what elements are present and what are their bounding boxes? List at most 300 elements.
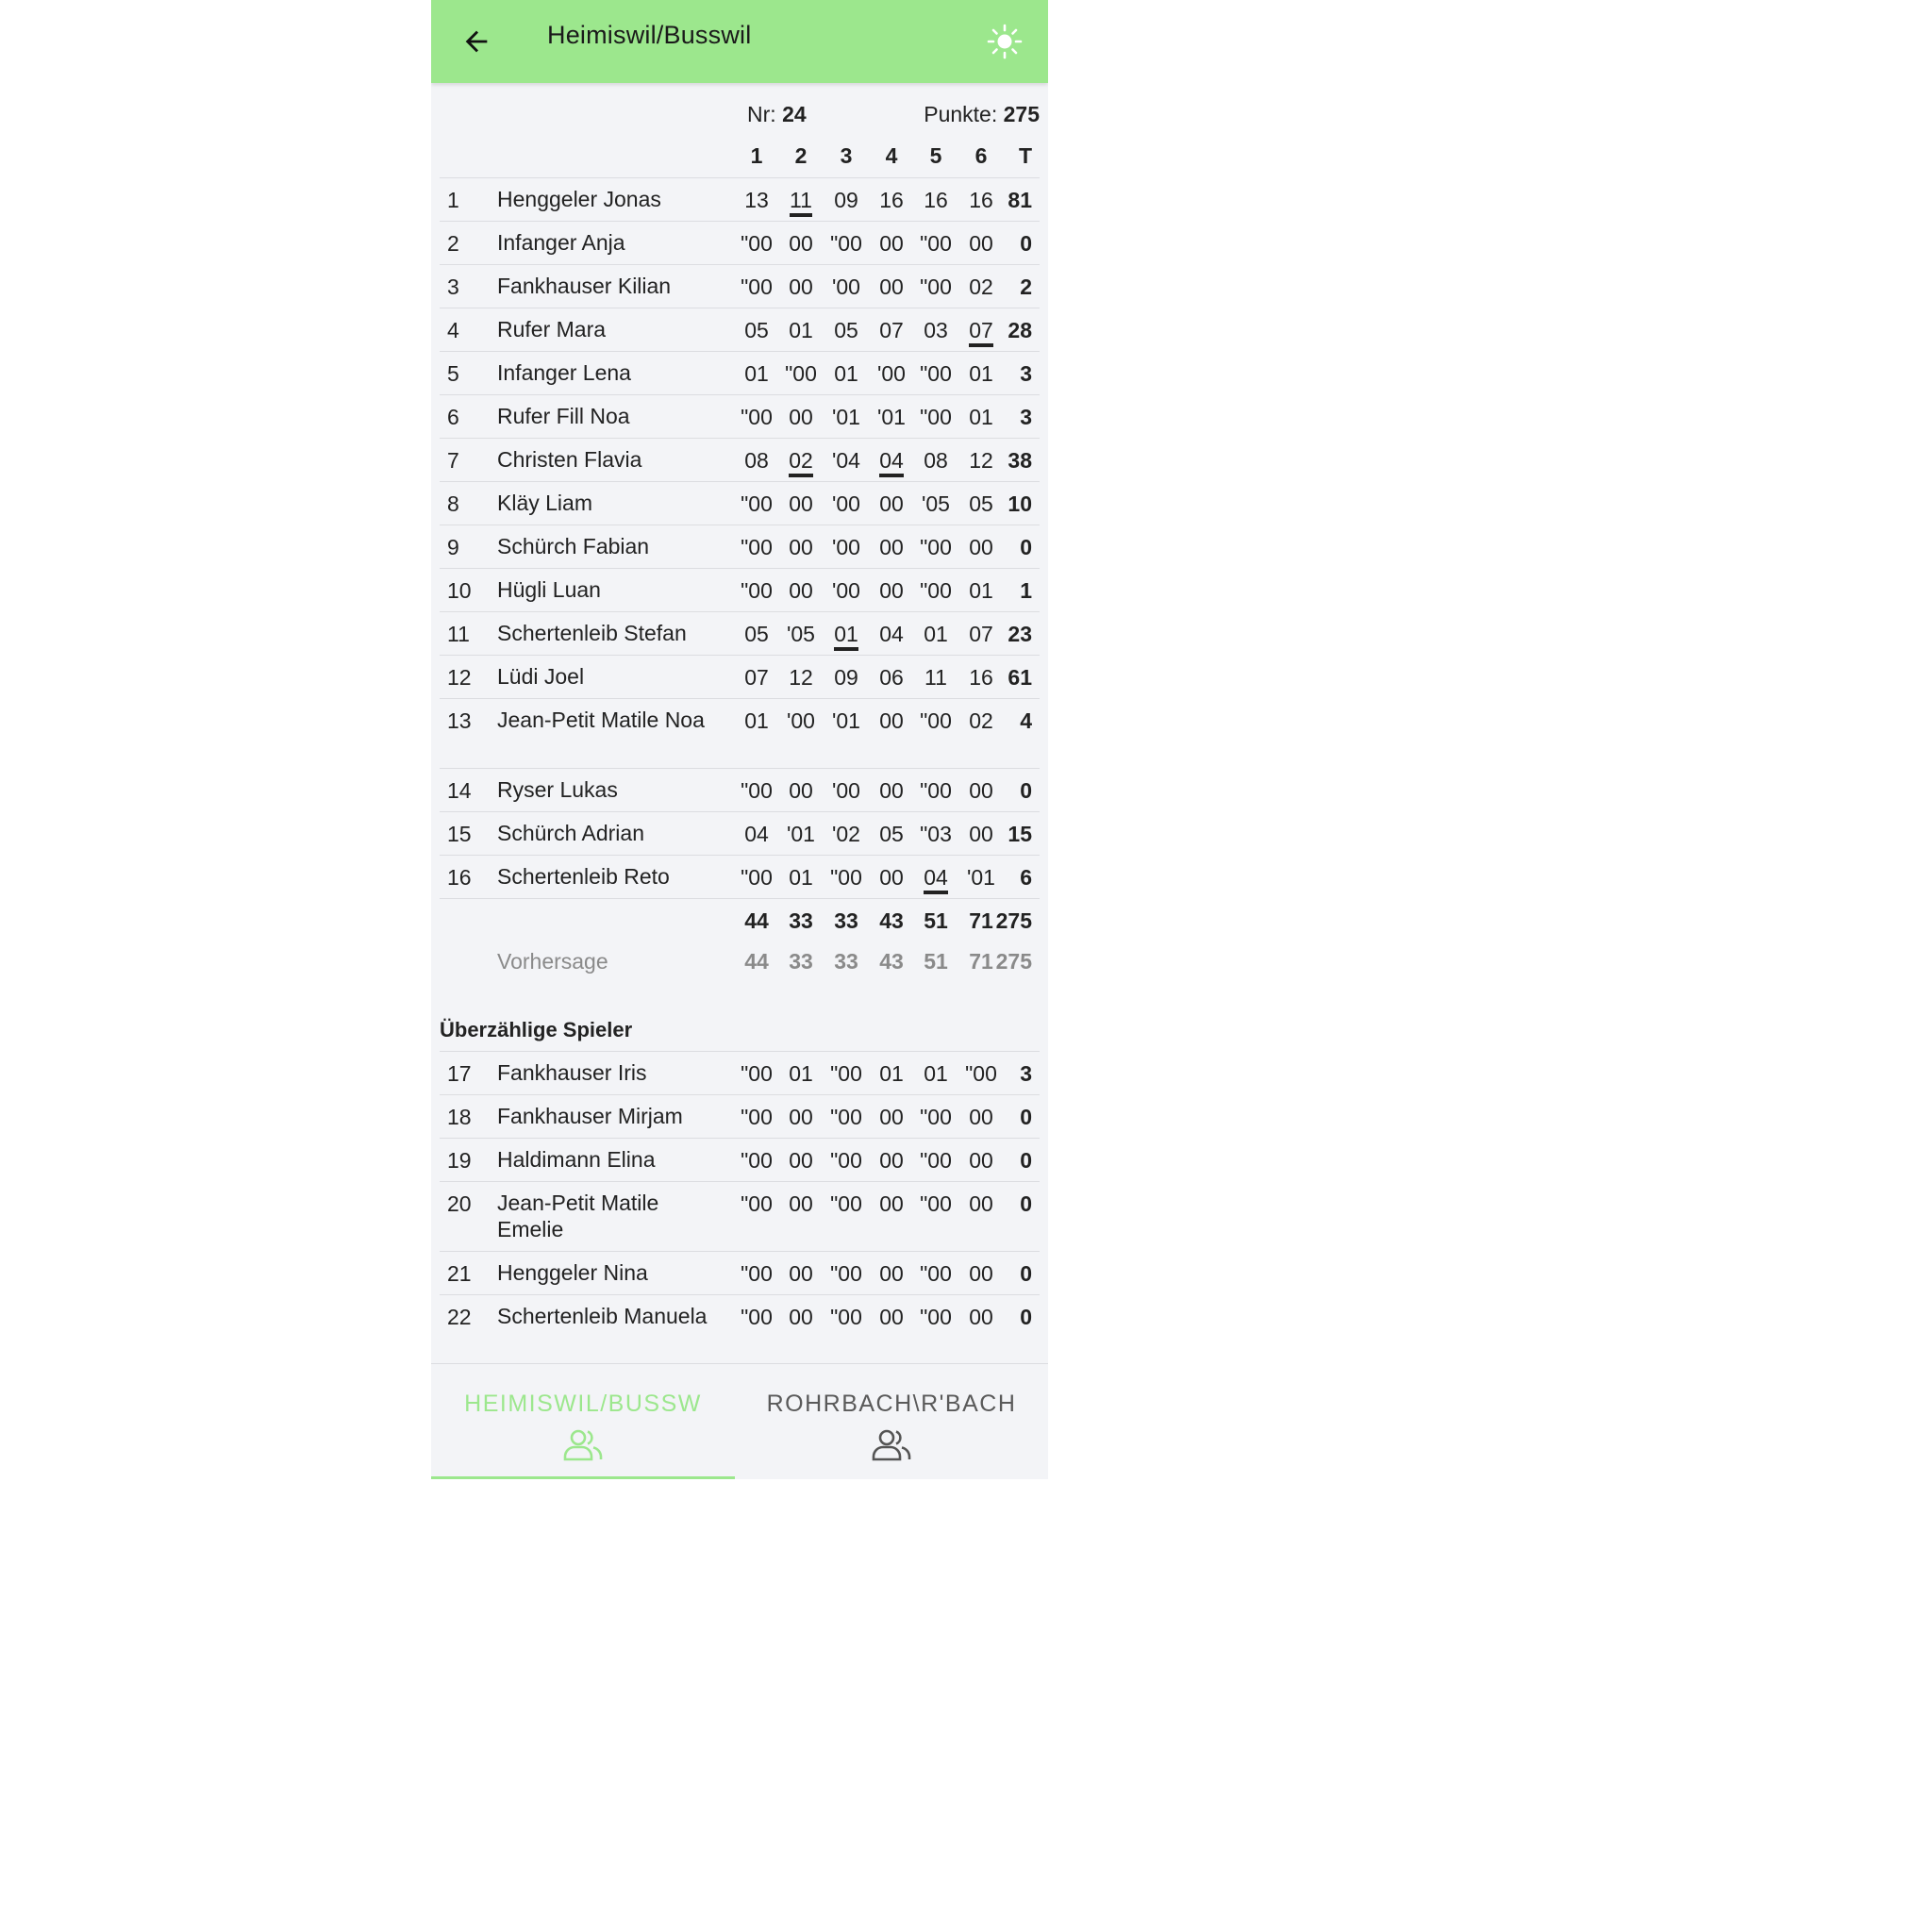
player-total: 1 <box>1020 578 1032 603</box>
score-cell[interactable] <box>824 318 869 343</box>
score-value: "00 <box>741 578 773 603</box>
score-cell[interactable] <box>824 1261 869 1287</box>
score-cell[interactable] <box>958 578 1004 604</box>
score-cell[interactable] <box>824 231 869 257</box>
score-cell[interactable] <box>958 622 1004 647</box>
score-value: '00 <box>832 778 860 803</box>
score-value: 00 <box>789 1105 813 1129</box>
score-value: '00 <box>877 361 906 386</box>
player-name[interactable]: Lüdi Joel <box>497 664 585 689</box>
score-cell[interactable] <box>824 275 869 300</box>
score-value: "00 <box>920 708 952 733</box>
score-value: 00 <box>789 491 813 516</box>
player-name[interactable]: Jean-Petit Matile Noa <box>497 708 705 732</box>
score-cell[interactable] <box>869 405 914 430</box>
score-cell[interactable] <box>778 1105 824 1130</box>
score-cell[interactable] <box>958 1261 1004 1287</box>
score-cell[interactable] <box>734 188 779 213</box>
score-cell[interactable] <box>824 448 869 474</box>
score-cell[interactable] <box>869 535 914 560</box>
column-header: 6 <box>974 143 988 168</box>
player-name[interactable]: Hügli Luan <box>497 577 601 602</box>
score-cell[interactable] <box>824 708 869 734</box>
tab-home-team[interactable] <box>431 1364 735 1479</box>
player-name[interactable]: Henggeler Nina <box>497 1260 648 1285</box>
score-cell[interactable] <box>734 1261 779 1287</box>
score-cell[interactable] <box>958 778 1004 804</box>
score-cell[interactable] <box>734 448 779 474</box>
score-value: "00 <box>830 1061 862 1086</box>
table-row <box>440 1294 1040 1365</box>
score-cell[interactable] <box>913 491 958 517</box>
score-value: "00 <box>920 578 952 603</box>
score-cell[interactable] <box>824 535 869 560</box>
score-cell[interactable] <box>824 822 869 847</box>
score-cell[interactable] <box>913 1191 958 1217</box>
score-value: 11 <box>790 188 812 217</box>
score-value: "00 <box>920 275 952 299</box>
score-cell[interactable] <box>869 361 914 387</box>
score-value: 05 <box>744 622 769 646</box>
prediction-value: 275 <box>995 949 1032 974</box>
score-value: 00 <box>879 1305 904 1329</box>
score-value: 01 <box>924 622 948 646</box>
score-cell[interactable] <box>869 822 914 847</box>
score-cell[interactable] <box>734 535 779 560</box>
score-value: '00 <box>787 708 815 733</box>
player-number: 6 <box>447 405 459 429</box>
score-value: 00 <box>969 1148 993 1173</box>
score-cell[interactable] <box>958 822 1004 847</box>
score-value: '01 <box>877 405 906 429</box>
score-value: 00 <box>879 1148 904 1173</box>
player-total: 0 <box>1020 1148 1032 1173</box>
score-cell[interactable] <box>869 665 914 691</box>
score-value: 00 <box>789 778 813 803</box>
score-cell[interactable] <box>734 708 779 734</box>
table-row <box>440 1251 1040 1295</box>
score-cell[interactable] <box>913 535 958 560</box>
table-row <box>440 525 1040 569</box>
score-cell[interactable] <box>778 405 824 430</box>
score-cell[interactable] <box>869 448 914 474</box>
score-value: 00 <box>789 231 813 256</box>
score-cell[interactable] <box>778 778 824 804</box>
score-cell[interactable] <box>958 1148 1004 1174</box>
score-cell[interactable] <box>958 535 1004 560</box>
player-total: 81 <box>1008 188 1032 212</box>
score-cell[interactable] <box>824 188 869 213</box>
prediction-value: 51 <box>924 949 948 974</box>
score-value: 00 <box>789 275 813 299</box>
score-cell[interactable] <box>778 865 824 891</box>
score-cell[interactable] <box>869 708 914 734</box>
player-name[interactable]: Haldimann Elina <box>497 1147 656 1172</box>
score-cell[interactable] <box>734 665 779 691</box>
column-header: 4 <box>885 143 898 168</box>
score-cell[interactable] <box>958 448 1004 474</box>
score-value: "00 <box>920 778 952 803</box>
score-cell[interactable] <box>778 1305 824 1330</box>
score-cell[interactable] <box>734 318 779 343</box>
score-cell[interactable] <box>778 822 824 847</box>
player-name[interactable]: Infanger Lena <box>497 360 631 385</box>
score-cell[interactable] <box>913 275 958 300</box>
player-name[interactable]: Schertenleib Stefan <box>497 621 687 645</box>
score-cell[interactable] <box>869 622 914 647</box>
column-total: 51 <box>924 908 948 933</box>
score-value: "00 <box>830 1105 862 1129</box>
score-value: 01 <box>789 1061 813 1086</box>
score-cell[interactable] <box>913 448 958 474</box>
score-cell[interactable] <box>869 491 914 517</box>
score-cell[interactable] <box>824 778 869 804</box>
player-total: 0 <box>1020 778 1032 803</box>
table-row <box>440 264 1040 308</box>
score-cell[interactable] <box>778 1261 824 1287</box>
score-value: 00 <box>879 1261 904 1286</box>
score-cell[interactable] <box>958 275 1004 300</box>
score-value: "00 <box>920 1105 952 1129</box>
score-value: 11 <box>924 665 947 690</box>
score-cell[interactable] <box>913 665 958 691</box>
score-cell[interactable] <box>734 275 779 300</box>
score-cell[interactable] <box>824 1148 869 1174</box>
score-value: 00 <box>879 865 904 890</box>
score-value: '00 <box>832 491 860 516</box>
score-cell[interactable] <box>958 708 1004 734</box>
score-cell[interactable] <box>778 361 824 387</box>
player-name[interactable]: Fankhauser Iris <box>497 1060 647 1085</box>
column-header: 3 <box>840 143 853 168</box>
player-total: 4 <box>1020 708 1032 733</box>
score-cell[interactable] <box>734 405 779 430</box>
player-total: 3 <box>1020 405 1032 429</box>
player-name[interactable]: Schürch Fabian <box>497 534 650 558</box>
table-row <box>440 1181 1040 1252</box>
score-cell[interactable] <box>913 708 958 734</box>
score-cell[interactable] <box>734 1061 779 1087</box>
score-cell[interactable] <box>734 1305 779 1330</box>
score-value: "00 <box>741 865 773 890</box>
score-value: 04 <box>744 822 769 846</box>
score-value: "00 <box>741 535 773 559</box>
player-number: 5 <box>447 361 459 386</box>
score-cell[interactable] <box>778 1148 824 1174</box>
player-name[interactable]: Henggeler Jonas <box>497 187 661 211</box>
player-name[interactable]: Jean-Petit Matile Emelie <box>497 1191 659 1241</box>
score-value: 05 <box>969 491 993 516</box>
score-value: 00 <box>879 778 904 803</box>
table-row <box>440 568 1040 612</box>
score-cell[interactable] <box>958 491 1004 517</box>
table-row <box>440 351 1040 395</box>
player-number: 3 <box>447 275 459 299</box>
score-cell[interactable] <box>734 1105 779 1130</box>
player-number: 14 <box>447 778 472 803</box>
table-row <box>440 855 1040 899</box>
score-cell[interactable] <box>913 822 958 847</box>
score-cell[interactable] <box>824 1191 869 1217</box>
prediction-row <box>440 941 1040 985</box>
score-cell[interactable] <box>824 1305 869 1330</box>
score-cell[interactable] <box>913 778 958 804</box>
score-cell[interactable] <box>958 1061 1004 1087</box>
score-cell[interactable] <box>824 865 869 891</box>
score-value: 00 <box>789 1191 813 1216</box>
player-name[interactable]: Ryser Lukas <box>497 777 618 802</box>
player-name[interactable]: Fankhauser Mirjam <box>497 1104 683 1128</box>
score-cell[interactable] <box>778 665 824 691</box>
score-cell[interactable] <box>778 708 824 734</box>
score-cell[interactable] <box>824 1061 869 1087</box>
player-name[interactable]: Schertenleib Manuela <box>497 1304 708 1328</box>
score-cell[interactable] <box>734 822 779 847</box>
score-cell[interactable] <box>913 318 958 343</box>
score-value: 00 <box>789 1148 813 1173</box>
table-row <box>440 811 1040 856</box>
prediction-value: 33 <box>834 949 858 974</box>
score-cell[interactable] <box>869 1105 914 1130</box>
score-value: 16 <box>969 188 993 212</box>
score-cell[interactable] <box>778 491 824 517</box>
score-value: 05 <box>879 822 904 846</box>
score-cell[interactable] <box>869 1191 914 1217</box>
score-cell[interactable] <box>913 1105 958 1130</box>
score-cell[interactable] <box>824 622 869 647</box>
table-row <box>440 308 1040 352</box>
score-cell[interactable] <box>958 318 1004 343</box>
score-cell[interactable] <box>913 231 958 257</box>
score-value: 00 <box>969 822 993 846</box>
score-cell[interactable] <box>958 1305 1004 1330</box>
prediction-label: Vorhersage <box>497 949 608 974</box>
table-row <box>440 438 1040 482</box>
score-value: 00 <box>789 405 813 429</box>
player-number: 15 <box>447 822 472 846</box>
player-total: 3 <box>1020 361 1032 386</box>
player-number: 13 <box>447 708 472 733</box>
player-number: 22 <box>447 1305 472 1329</box>
score-cell[interactable] <box>958 231 1004 257</box>
score-value: 01 <box>969 405 993 429</box>
player-number: 10 <box>447 578 472 603</box>
prediction-value: 43 <box>879 949 904 974</box>
score-cell[interactable] <box>734 361 779 387</box>
score-cell[interactable] <box>913 1061 958 1087</box>
score-value: '00 <box>832 535 860 559</box>
column-total: 275 <box>995 908 1032 933</box>
score-value: "00 <box>920 405 952 429</box>
score-cell[interactable] <box>958 665 1004 691</box>
arrow-left-icon <box>460 25 492 58</box>
score-cell[interactable] <box>958 865 1004 891</box>
score-cell[interactable] <box>824 491 869 517</box>
score-value: 04 <box>879 448 904 477</box>
theme-toggle-button[interactable] <box>982 19 1027 64</box>
table-row <box>440 221 1040 265</box>
score-cell[interactable] <box>958 405 1004 430</box>
player-total: 0 <box>1020 1105 1032 1129</box>
player-name[interactable]: Infanger Anja <box>497 230 625 255</box>
score-value: "00 <box>741 491 773 516</box>
score-cell[interactable] <box>824 361 869 387</box>
score-value: "00 <box>830 231 862 256</box>
score-cell[interactable] <box>778 578 824 604</box>
score-value: "00 <box>830 865 862 890</box>
score-cell[interactable] <box>824 405 869 430</box>
player-number: 19 <box>447 1148 472 1173</box>
tab-away-team[interactable] <box>740 1364 1043 1479</box>
score-value: "00 <box>920 231 952 256</box>
player-name[interactable]: Kläy Liam <box>497 491 592 515</box>
score-value: 01 <box>744 708 769 733</box>
score-cell[interactable] <box>913 405 958 430</box>
score-cell[interactable] <box>778 622 824 647</box>
player-total: 0 <box>1020 1305 1032 1329</box>
score-cell[interactable] <box>824 578 869 604</box>
score-cell[interactable] <box>869 865 914 891</box>
score-cell[interactable] <box>869 231 914 257</box>
score-cell[interactable] <box>958 1191 1004 1217</box>
score-value: "00 <box>741 1305 773 1329</box>
score-cell[interactable] <box>869 778 914 804</box>
score-cell[interactable] <box>913 361 958 387</box>
score-cell[interactable] <box>913 188 958 213</box>
score-value: 07 <box>969 622 993 646</box>
score-value: "00 <box>830 1148 862 1173</box>
score-cell[interactable] <box>778 275 824 300</box>
score-cell[interactable] <box>913 1148 958 1174</box>
score-cell[interactable] <box>869 1061 914 1087</box>
score-cell[interactable] <box>913 622 958 647</box>
score-value: "00 <box>741 778 773 803</box>
score-cell[interactable] <box>734 622 779 647</box>
score-cell[interactable] <box>734 231 779 257</box>
player-total: 10 <box>1008 491 1032 516</box>
column-total: 43 <box>879 908 904 933</box>
back-button[interactable] <box>454 19 499 64</box>
page-title: Heimiswil/Busswil <box>547 21 752 49</box>
score-cell[interactable] <box>734 491 779 517</box>
score-cell[interactable] <box>778 1191 824 1217</box>
column-total: 44 <box>744 908 769 933</box>
score-cell[interactable] <box>778 448 824 474</box>
score-cell[interactable] <box>778 188 824 213</box>
score-value: 00 <box>969 1191 993 1216</box>
score-cell[interactable] <box>778 1061 824 1087</box>
player-name[interactable]: Rufer Mara <box>497 317 607 341</box>
tab-label: ROHRBACH\R'BACH <box>766 1391 1017 1417</box>
player-name[interactable]: Schürch Adrian <box>497 821 644 845</box>
player-number: 1 <box>447 188 459 212</box>
score-value: 01 <box>969 578 993 603</box>
score-value: 00 <box>969 231 993 256</box>
totals-row <box>440 898 1040 942</box>
score-cell[interactable] <box>869 188 914 213</box>
score-cell[interactable] <box>913 578 958 604</box>
score-value: '00 <box>832 275 860 299</box>
column-header: 5 <box>929 143 942 168</box>
score-cell[interactable] <box>734 1148 779 1174</box>
score-value: 01 <box>789 865 813 890</box>
score-value: 12 <box>789 665 813 690</box>
score-value: 01 <box>834 361 858 386</box>
player-name[interactable]: Christen Flavia <box>497 447 642 472</box>
score-value: 00 <box>969 1105 993 1129</box>
player-number: 21 <box>447 1261 472 1286</box>
score-value: "00 <box>741 275 773 299</box>
people-icon <box>871 1428 912 1462</box>
player-number: 7 <box>447 448 459 473</box>
player-name[interactable]: Rufer Fill Noa <box>497 404 630 428</box>
score-cell[interactable] <box>913 865 958 891</box>
score-cell[interactable] <box>869 318 914 343</box>
score-value: 01 <box>969 361 993 386</box>
score-value: 00 <box>789 578 813 603</box>
player-name[interactable]: Fankhauser Kilian <box>497 274 672 298</box>
score-cell[interactable] <box>869 1305 914 1330</box>
score-cell[interactable] <box>778 535 824 560</box>
score-cell[interactable] <box>958 1105 1004 1130</box>
active-tab-indicator <box>431 1476 735 1479</box>
score-cell[interactable] <box>869 275 914 300</box>
player-total: 0 <box>1020 535 1032 559</box>
score-value: 00 <box>879 1105 904 1129</box>
score-cell[interactable] <box>778 318 824 343</box>
player-total: 3 <box>1020 1061 1032 1086</box>
player-number: 4 <box>447 318 459 342</box>
score-cell[interactable] <box>913 1261 958 1287</box>
score-cell[interactable] <box>958 361 1004 387</box>
player-name[interactable]: Schertenleib Reto <box>497 864 670 889</box>
score-cell[interactable] <box>734 578 779 604</box>
score-value: 02 <box>969 275 993 299</box>
score-value: 00 <box>789 535 813 559</box>
score-value: 08 <box>744 448 769 473</box>
score-value: "00 <box>920 1148 952 1173</box>
people-icon <box>562 1428 604 1462</box>
score-value: "00 <box>741 1148 773 1173</box>
score-value: 00 <box>879 708 904 733</box>
app-screen <box>431 0 1048 1479</box>
score-cell[interactable] <box>913 1305 958 1330</box>
prediction-value: 44 <box>744 949 769 974</box>
player-number: 20 <box>447 1191 472 1216</box>
score-value: '01 <box>832 405 860 429</box>
column-total: 33 <box>789 908 813 933</box>
table-row <box>440 1138 1040 1182</box>
score-cell[interactable] <box>778 231 824 257</box>
score-cell[interactable] <box>734 865 779 891</box>
score-cell[interactable] <box>869 578 914 604</box>
score-value: "00 <box>785 361 817 386</box>
score-cell[interactable] <box>958 188 1004 213</box>
score-value: "00 <box>741 405 773 429</box>
score-value: 05 <box>834 318 858 342</box>
score-value: 01 <box>789 318 813 342</box>
score-cell[interactable] <box>869 1148 914 1174</box>
score-cell[interactable] <box>734 778 779 804</box>
score-cell[interactable] <box>734 1191 779 1217</box>
score-cell[interactable] <box>824 1105 869 1130</box>
column-total: 33 <box>834 908 858 933</box>
player-total: 0 <box>1020 231 1032 256</box>
player-number: 11 <box>447 622 470 646</box>
score-cell[interactable] <box>869 1261 914 1287</box>
score-value: "00 <box>965 1061 997 1086</box>
score-cell[interactable] <box>824 665 869 691</box>
